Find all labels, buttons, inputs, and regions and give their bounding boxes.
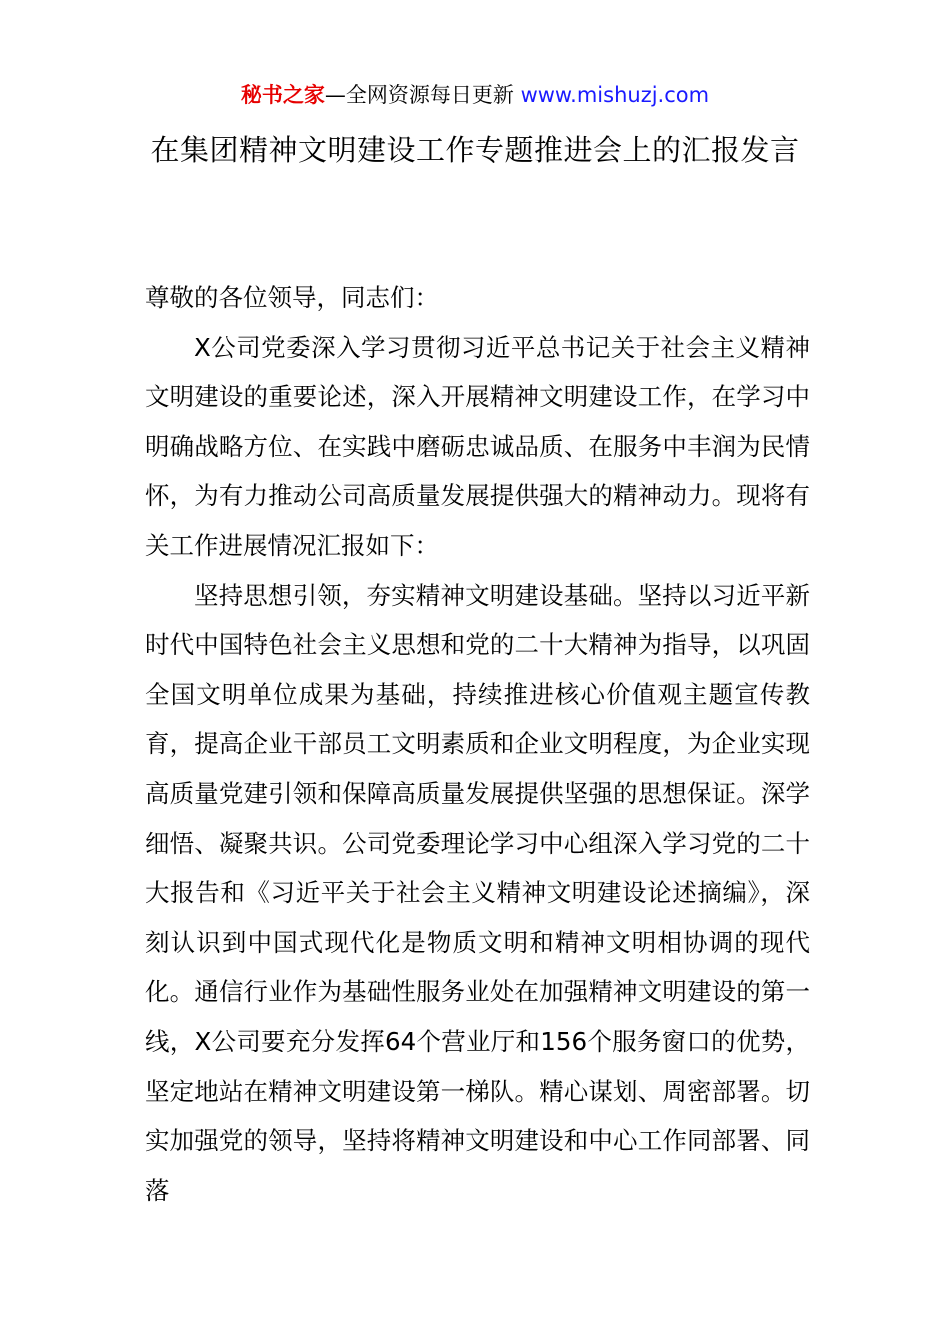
brand-name: 秘书之家 <box>240 83 325 107</box>
site-url-link[interactable]: www.mishuzj.com <box>520 83 710 107</box>
site-header <box>0 80 950 110</box>
paragraph: 坚持思想引领，夯实精神文明建设基础。坚持以习近平新时代中国特色社会主义思想和党的二十大精神为指导，以巩固全国文明单位成果为基础，持续推进核心价值观主题宣传教育，提高企业干部员工文明素质和企业文明程度，为企业实现高质量党建引领和保障高质量发展提供坚强的思想保证。深学细悟、凝聚共识。公司党委理论学习中心组深入学习党的二十大报告和《习近平关于社会主义精神文明建设论述摘编》，深刻认识到中国式现代化是物质文明和精神文明相协调的现代化。通信行业作为基础性服务业处在加强精神文明建设的第一线，X公司要充分发挥64个营业厅和156个服务窗口的优势，坚定地站在精神文明建设第一梯队。精心谋划、周密部署。切实加强党的领导，坚持将精神文明建设和中心工作同部署、同落 <box>145 580 810 1205</box>
document-title: 在集团精神文明建设工作专题推进会上的汇报发言 <box>150 133 800 167</box>
paragraph: X公司党委深入学习贯彻习近平总书记关于社会主义精神文明建设的重要论述，深入开展精神文明建设工作，在学习中明确战略方位、在实践中磨砺忠诚品质、在服务中丰润为民情怀，为有力推动公司高质量发展提供强大的精神动力。现将有关工作进展情况汇报如下： <box>145 332 810 560</box>
site-tagline: —全网资源每日更新 <box>324 83 514 107</box>
salutation: 尊敬的各位领导，同志们： <box>145 283 439 312</box>
document-body <box>145 273 810 1215</box>
